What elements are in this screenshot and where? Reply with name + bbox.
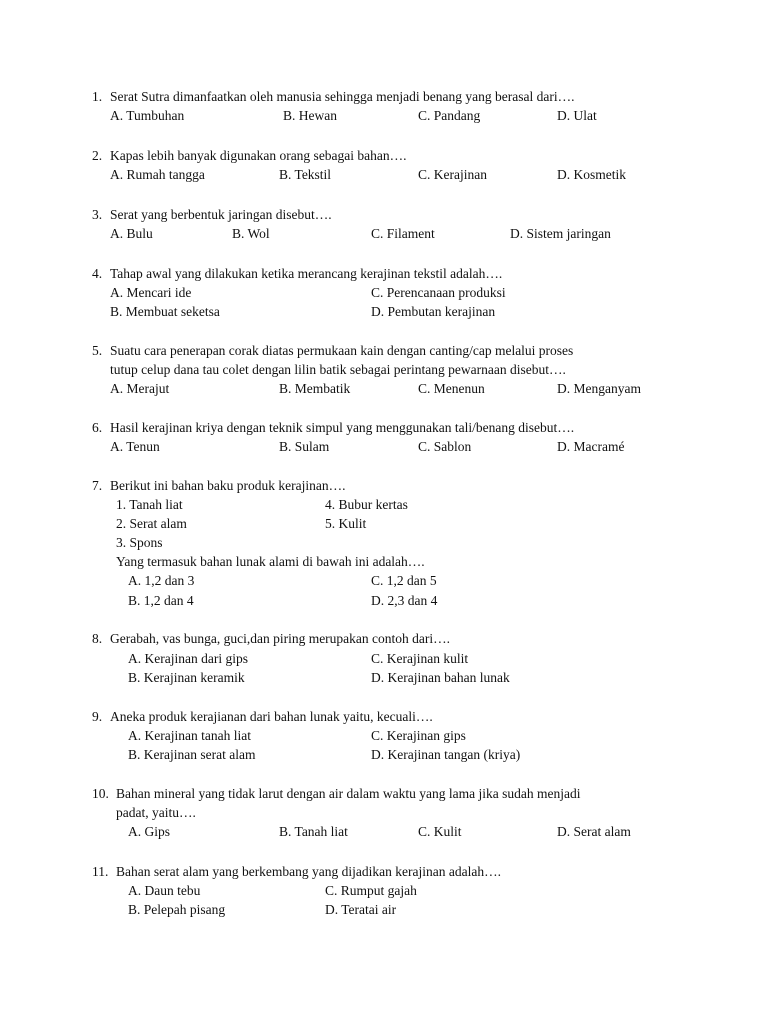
option-b: B. Tanah liat	[279, 824, 348, 839]
question-number: 11.	[92, 864, 109, 879]
question-stem: Aneka produk kerajianan dari bahan lunak yaitu, kecuali….	[110, 709, 433, 724]
option-b: B. Pelepah pisang	[128, 902, 226, 917]
option-d: D. Ulat	[557, 108, 597, 123]
option-a: A. Rumah tangga	[110, 167, 205, 182]
material-item: 3. Spons	[116, 535, 163, 550]
question-stem-continued: padat, yaitu….	[116, 805, 196, 820]
material-item: 4. Bubur kertas	[325, 497, 408, 512]
option-a: A. Tumbuhan	[110, 108, 185, 123]
option-a: A. Kerajinan tanah liat	[128, 728, 251, 743]
option-d: D. Sistem jaringan	[510, 226, 611, 241]
option-a: A. 1,2 dan 3	[128, 573, 195, 588]
question-number: 10.	[92, 786, 109, 801]
option-b: B. Tekstil	[279, 167, 332, 182]
material-item: 2. Serat alam	[116, 516, 187, 531]
option-c: C. Kulit	[418, 824, 462, 839]
question-stem: Bahan serat alam yang berkembang yang dijadikan kerajinan adalah….	[116, 864, 501, 879]
option-b: B. Sulam	[279, 439, 330, 454]
option-c: C. Menenun	[418, 381, 485, 396]
option-b: B. Wol	[232, 226, 270, 241]
option-a: A. Bulu	[110, 226, 153, 241]
question-stem: Gerabah, vas bunga, guci,dan piring merupakan contoh dari….	[110, 631, 451, 646]
option-c: C. Rumput gajah	[325, 883, 417, 898]
question-stem: Hasil kerajinan kriya dengan teknik simpul yang menggunakan tali/benang disebut….	[110, 420, 575, 435]
option-d: D. Pembutan kerajinan	[371, 304, 496, 319]
option-c: C. Kerajinan gips	[371, 728, 466, 743]
question-number: 1.	[92, 89, 103, 104]
question-number: 3.	[92, 207, 103, 222]
option-a: A. Kerajinan dari gips	[128, 651, 248, 666]
question-stem: Serat yang berbentuk jaringan disebut….	[110, 207, 332, 222]
option-b: B. Kerajinan keramik	[128, 670, 245, 685]
question-number: 9.	[92, 709, 103, 724]
option-b: B. Membatik	[279, 381, 351, 396]
option-a: A. Tenun	[110, 439, 160, 454]
material-item: 1. Tanah liat	[116, 497, 183, 512]
option-d: D. Menganyam	[557, 381, 641, 396]
option-d: D. Kerajinan tangan (kriya)	[371, 747, 521, 762]
question-stem: Tahap awal yang dilakukan ketika merancang kerajinan tekstil adalah….	[110, 266, 503, 281]
option-a: A. Daun tebu	[128, 883, 201, 898]
option-d: D. Macramé	[557, 439, 625, 454]
material-item: 5. Kulit	[325, 516, 367, 531]
option-c: C. 1,2 dan 5	[371, 573, 437, 588]
question-number: 6.	[92, 420, 103, 435]
question-stem: Serat Sutra dimanfaatkan oleh manusia sehingga menjadi benang yang berasal dari….	[110, 89, 575, 104]
option-a: A. Mencari ide	[110, 285, 192, 300]
question-number: 4.	[92, 266, 103, 281]
option-b: B. Kerajinan serat alam	[128, 747, 256, 762]
option-d: D. 2,3 dan 4	[371, 593, 438, 608]
option-b: B. Membuat seketsa	[110, 304, 220, 319]
option-b: B. Hewan	[283, 108, 337, 123]
sub-question: Yang termasuk bahan lunak alami di bawah ini adalah….	[116, 554, 425, 569]
question-stem: Bahan mineral yang tidak larut dengan air dalam waktu yang lama jika sudah menjadi	[116, 786, 581, 801]
option-c: C. Sablon	[418, 439, 472, 454]
question-number: 7.	[92, 478, 103, 493]
option-a: A. Merajut	[110, 381, 170, 396]
question-number: 5.	[92, 343, 103, 358]
option-c: C. Kerajinan	[418, 167, 487, 182]
option-c: C. Kerajinan kulit	[371, 651, 469, 666]
option-c: C. Pandang	[418, 108, 481, 123]
question-number: 8.	[92, 631, 103, 646]
question-number: 2.	[92, 148, 103, 163]
option-d: D. Kosmetik	[557, 167, 626, 182]
option-c: C. Perencanaan produksi	[371, 285, 506, 300]
option-d: D. Kerajinan bahan lunak	[371, 670, 510, 685]
option-d: D. Serat alam	[557, 824, 631, 839]
question-stem: Kapas lebih banyak digunakan orang sebagai bahan….	[110, 148, 407, 163]
question-stem: Suatu cara penerapan corak diatas permukaan kain dengan canting/cap melalui proses	[110, 343, 574, 358]
question-stem: Berikut ini bahan baku produk kerajinan….	[110, 478, 346, 493]
option-d: D. Teratai air	[325, 902, 397, 917]
question-stem-continued: tutup celup dana tau colet dengan lilin batik sebagai perintang pewarnaan disebut….	[110, 362, 566, 377]
option-a: A. Gips	[128, 824, 171, 839]
option-b: B. 1,2 dan 4	[128, 593, 194, 608]
option-c: C. Filament	[371, 226, 435, 241]
